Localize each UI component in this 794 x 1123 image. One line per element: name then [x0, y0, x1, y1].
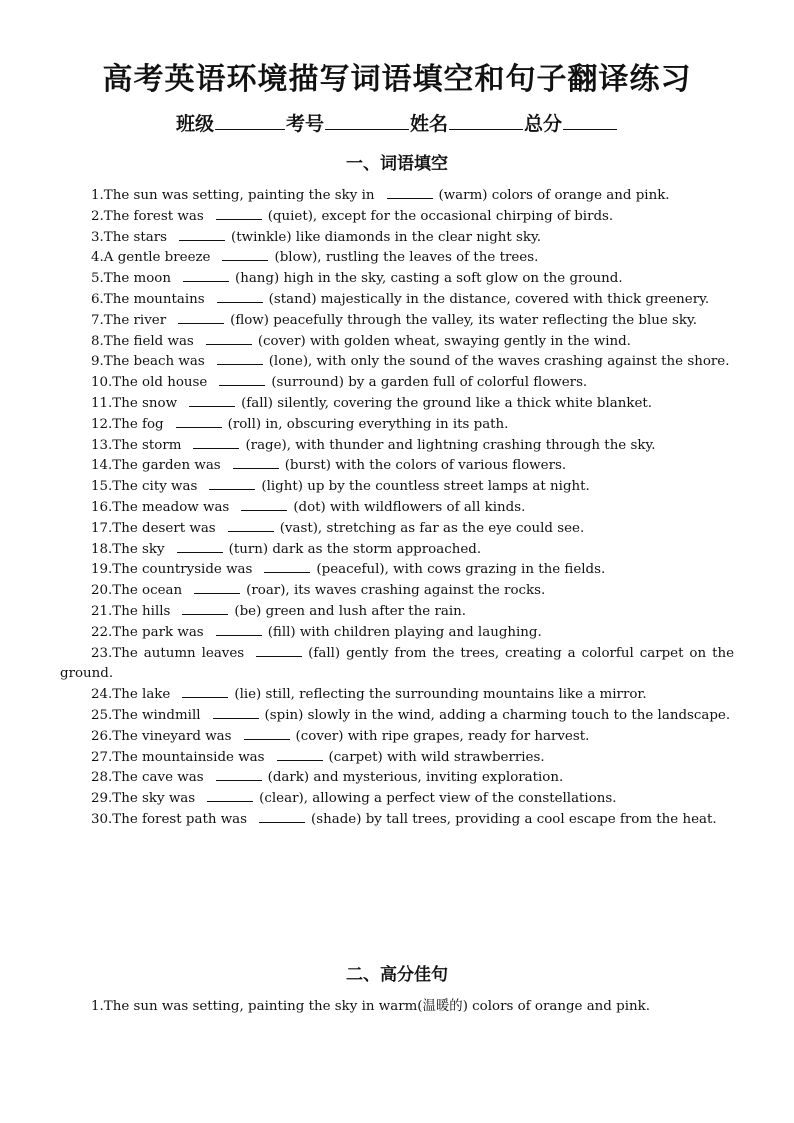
answer-blank[interactable] [264, 560, 310, 573]
item-text-before: The vineyard was [112, 728, 232, 744]
item-number: 23. [91, 645, 113, 661]
answer-blank[interactable] [219, 373, 265, 386]
item-text-after: (cover) with golden wheat, swaying gently in the wind. [257, 333, 631, 349]
fill-in-item [60, 623, 734, 644]
item-text-before: The garden was [112, 458, 221, 474]
fill-in-item [60, 560, 734, 581]
item-text-before: The stars [103, 229, 168, 245]
item-text-after: (fall) silently, covering the ground like a thick white blanket. [241, 395, 653, 411]
answer-blank[interactable] [213, 706, 259, 719]
class-label: 班级 [175, 113, 214, 135]
item-text-before: The park was [112, 624, 204, 640]
item-text-before: The countryside was [112, 562, 253, 578]
item-text-before: The windmill [112, 707, 201, 723]
item-number: 28. [91, 770, 113, 786]
item-number: 11. [91, 395, 113, 411]
fill-in-item [60, 373, 734, 394]
answer-blank[interactable] [222, 248, 268, 261]
fill-in-item [60, 269, 734, 290]
score-blank[interactable] [563, 111, 617, 130]
item-text-before: The mountainside was [112, 749, 265, 765]
item-text-after: (stand) majestically in the distance, covered with thick greenery. [268, 291, 710, 307]
item-text-before: The lake [112, 687, 171, 703]
answer-blank[interactable] [182, 685, 228, 698]
item-number: 26. [91, 728, 113, 744]
item-text-before: The city was [112, 479, 198, 495]
answer-blank[interactable] [207, 789, 253, 802]
answer-blank[interactable] [216, 768, 262, 781]
item-text-before: A gentle breeze [103, 250, 211, 266]
answer-blank[interactable] [256, 644, 302, 657]
item-number: 14. [91, 458, 113, 474]
item-text-after: (roll) in, obscuring everything in its path. [227, 416, 509, 432]
item-number: 16. [91, 499, 113, 515]
item-text-after: (lone), with only the sound of the waves crashing against the shore. [268, 354, 730, 370]
name-label: 姓名 [410, 113, 449, 135]
item-number: 6. [91, 291, 104, 307]
item-number: 22. [91, 624, 113, 640]
item-number: 4. [91, 250, 104, 266]
fill-in-item [60, 602, 734, 623]
item-number: 15. [91, 479, 113, 495]
item-number: 18. [91, 541, 113, 557]
item-text-after: (burst) with the colors of various flowers. [284, 458, 567, 474]
item-number: 8. [91, 333, 104, 349]
answer-blank[interactable] [216, 207, 262, 220]
item-text-before: The cave was [112, 770, 204, 786]
answer-blank[interactable] [177, 540, 223, 553]
item-text-before: The snow [112, 395, 178, 411]
fill-in-item [60, 519, 734, 540]
fill-in-item [60, 456, 734, 477]
item-text-after: (warm) colors of orange and pink. [438, 188, 670, 203]
answer-blank[interactable] [259, 810, 305, 823]
item-text-after: (cover) with ripe grapes, ready for harvest. [295, 728, 590, 744]
item-text-before: The storm [112, 437, 182, 453]
item-text-before: The old house [112, 375, 208, 391]
item-text-before: The sky was [112, 791, 196, 807]
answer-blank[interactable] [217, 290, 263, 303]
fill-in-list [60, 186, 734, 831]
item-number: 24. [91, 687, 113, 703]
item-text-after: (rage), with thunder and lightning crashing through the sky. [245, 437, 656, 453]
item-number: 3. [91, 229, 104, 245]
item-text-after: (spin) slowly in the wind, adding a charming touch to the landscape. [264, 707, 731, 723]
fill-in-item [60, 352, 734, 373]
fill-in-item [60, 810, 734, 831]
item-text-before: The sky [112, 541, 165, 557]
answer-blank[interactable] [182, 602, 228, 615]
fill-in-item [60, 394, 734, 415]
answer-blank[interactable] [179, 228, 225, 241]
item-text-after: (shade) by tall trees, providing a cool escape from the heat. [311, 811, 717, 827]
item-number: 20. [91, 583, 113, 599]
item-text-after: (vast), stretching as far as the eye could see. [279, 520, 585, 536]
item-text-after: (be) green and lush after the rain. [234, 603, 467, 619]
answer-blank[interactable] [228, 519, 274, 532]
fill-in-item [60, 581, 734, 602]
student-info-line [0, 110, 794, 138]
item-text-before: The meadow was [112, 499, 230, 515]
item-number: 17. [91, 520, 113, 536]
item-number: 7. [91, 312, 104, 328]
answer-blank[interactable] [209, 477, 255, 490]
item-text-after: (dark) and mysterious, inviting exploration. [267, 770, 564, 786]
item-text-before: The ocean [112, 583, 183, 599]
item-number: 30. [91, 811, 113, 827]
item-text-before: The field was [103, 333, 194, 349]
answer-blank[interactable] [189, 394, 235, 407]
fill-in-item [60, 415, 734, 436]
answer-blank[interactable] [176, 415, 222, 428]
answer-blank[interactable] [241, 498, 287, 511]
item-text-after: (twinkle) like diamonds in the clear night sky. [231, 229, 542, 245]
page-title: 高考英语环境描写词语填空和句子翻译练习 [102, 62, 692, 97]
item-text-after: (fill) with children playing and laughing. [267, 624, 542, 640]
item-number: 9. [91, 354, 104, 370]
item-number: 19. [91, 562, 113, 578]
item-number: 13. [91, 437, 113, 453]
item-number: 21. [91, 603, 113, 619]
score-label: 总分 [524, 113, 563, 135]
answer-blank[interactable] [193, 436, 239, 449]
answer-blank[interactable] [277, 748, 323, 761]
item-number: 25. [91, 707, 113, 723]
fill-in-item [60, 727, 734, 748]
fill-in-item [60, 540, 734, 561]
class-blank[interactable] [215, 111, 285, 130]
fill-in-item [60, 186, 734, 207]
item-number: 12. [91, 416, 113, 432]
item-text-before: The mountains [103, 291, 205, 307]
item-text-after: (dot) with wildflowers of all kinds. [293, 499, 526, 515]
item-text-before: The hills [112, 603, 171, 619]
item-text-after: (surround) by a garden full of colorful flowers. [271, 375, 588, 391]
item-number: 10. [91, 375, 113, 391]
fill-in-item [60, 789, 734, 810]
good-sentence-1: 1.The sun was setting, painting the sky in warm(温暖的) colors of orange and pink. [91, 999, 650, 1014]
item-text-after: (lie) still, reflecting the surrounding mountains like a mirror. [234, 687, 647, 703]
item-text-before: The fog [112, 416, 164, 432]
answer-blank[interactable] [217, 352, 263, 365]
answer-blank[interactable] [387, 186, 433, 199]
item-number: 29. [91, 791, 113, 807]
fill-in-item [60, 311, 734, 332]
answer-blank[interactable] [183, 269, 229, 282]
item-number: 27. [91, 749, 113, 765]
exam-no-blank[interactable] [325, 111, 409, 130]
fill-in-item [60, 748, 734, 769]
fill-in-item [60, 290, 734, 311]
item-text-after: (blow), rustling the leaves of the trees. [274, 250, 539, 266]
item-text-after: (light) up by the countless street lamps at night. [261, 479, 590, 495]
answer-blank[interactable] [194, 581, 240, 594]
fill-in-item [60, 706, 734, 727]
fill-in-item [60, 768, 734, 789]
exam-no-label: 考号 [285, 113, 324, 135]
fill-in-item [60, 207, 734, 228]
item-text-before: The sun was setting, painting the sky in [103, 188, 375, 203]
fill-in-item [60, 436, 734, 457]
item-text-after: (fall) gently from the trees, creating a colorful carpet on the ground. [60, 645, 734, 682]
answer-blank[interactable] [206, 332, 252, 345]
name-blank[interactable] [449, 111, 523, 130]
fill-in-item [60, 332, 734, 353]
item-text-before: The moon [103, 271, 171, 287]
item-text-after: (carpet) with wild strawberries. [328, 749, 545, 765]
answer-blank[interactable] [216, 623, 262, 636]
fill-in-item [60, 477, 734, 498]
item-number: 1. [91, 188, 104, 203]
section-1-heading: 一、词语填空 [346, 154, 448, 174]
item-text-before: The forest was [103, 208, 204, 224]
item-text-before: The beach was [103, 354, 205, 370]
item-text-after: (flow) peacefully through the valley, its water reflecting the blue sky. [230, 312, 698, 328]
answer-blank[interactable] [233, 456, 279, 469]
fill-in-item [60, 498, 734, 519]
item-text-before: The desert was [112, 520, 216, 536]
answer-blank[interactable] [178, 311, 224, 324]
item-number: 5. [91, 271, 104, 287]
item-number: 2. [91, 208, 104, 224]
fill-in-item [60, 644, 734, 686]
fill-in-item [60, 685, 734, 706]
section-2-heading: 二、高分佳句 [346, 965, 448, 985]
item-text-after: (hang) high in the sky, casting a soft glow on the ground. [234, 271, 623, 287]
item-text-after: (peaceful), with cows grazing in the fields. [316, 562, 606, 578]
item-text-after: (turn) dark as the storm approached. [228, 541, 482, 557]
item-text-before: The autumn leaves [112, 645, 245, 661]
fill-in-item [60, 248, 734, 269]
item-text-after: (quiet), except for the occasional chirping of birds. [267, 208, 614, 224]
answer-blank[interactable] [244, 727, 290, 740]
fill-in-item [60, 228, 734, 249]
item-text-after: (roar), its waves crashing against the rocks. [246, 583, 546, 599]
item-text-after: (clear), allowing a perfect view of the constellations. [259, 791, 617, 807]
item-text-before: The forest path was [112, 811, 248, 827]
item-text-before: The river [103, 312, 167, 328]
